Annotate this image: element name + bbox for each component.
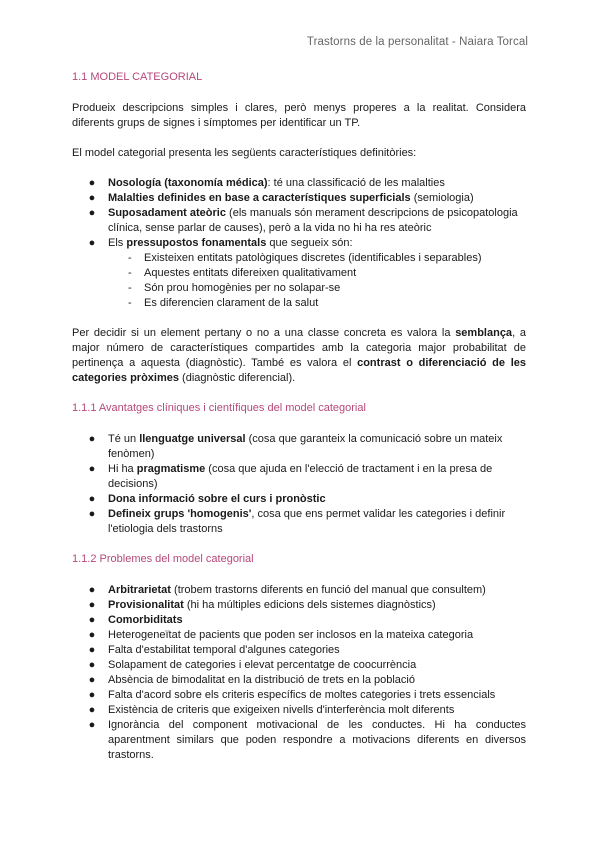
bullet-icon: ● <box>88 493 96 505</box>
list-item: ● Malalties definides en base a característiques superficials (semiologia) <box>88 192 474 204</box>
list-item: ● Absència de bimodalitat en la distribució de trets en la població <box>88 674 415 686</box>
dash-icon: - <box>128 267 132 279</box>
bullet-icon: ● <box>88 508 96 520</box>
list-item: - Existeixen entitats patològiques discretes (identificables i separables) <box>128 252 482 264</box>
bullet-icon: ● <box>88 614 96 626</box>
list-item: ● Solapament de categories i elevat percentatge de coocurrència <box>88 659 417 671</box>
list-item: ● Existència de criteris que exigeixen nivells d'interferència molt diferents <box>88 704 455 716</box>
dash-icon: - <box>128 297 132 309</box>
bullet-icon: ● <box>88 644 96 656</box>
list-item: ● Arbitrarietat (trobem trastorns diferents en funció del manual que consultem) <box>88 584 486 596</box>
bullet-icon: ● <box>88 207 96 219</box>
list-item: ● Nosología (taxonomía médica): té una classificació de les malalties <box>88 177 445 189</box>
running-header: Trastorns de la personalitat - Naiara Torcal <box>306 36 528 48</box>
list-item: ● Heterogeneïtat de pacients que poden ser inclosos en la mateixa categoria <box>88 629 474 641</box>
dash-icon: - <box>128 282 132 294</box>
list-item: ● Provisionalitat (hi ha múltiples edicions dels sistemes diagnòstics) <box>88 599 436 611</box>
bullet-icon: ● <box>88 674 96 686</box>
section-title: 1.1 MODEL CATEGORIAL <box>72 71 203 83</box>
bullet-icon: ● <box>88 237 96 249</box>
document-body <box>72 70 526 763</box>
bullet-icon: ● <box>88 659 96 671</box>
list-item: ● Té un llenguatge universal (cosa que garanteix la comunicació sobre un mateix fenòmen) <box>88 433 503 460</box>
bullet-icon: ● <box>88 629 96 641</box>
list-item: ● Els pressupostos fonamentals que segueix són: - Existeixen entitats patològiques discretes (identificables i separables) - Aquestes entitats difereixen qualitativament - Són prou homogènies per no solapar-se - Es diferencien clarament de la salut <box>72 236 526 311</box>
bullet-icon: ● <box>88 584 96 596</box>
bullet-icon: ● <box>88 689 96 701</box>
dash-icon: - <box>128 252 132 264</box>
list-item: ● Comorbiditats <box>88 614 183 626</box>
bullet-icon: ● <box>88 463 96 475</box>
list-item: ● Defineix grups 'homogenis', cosa que ens permet validar les categories i definir l'etiologia dels trastorns <box>88 508 506 535</box>
assumptions-list <box>72 251 526 311</box>
list-item: ● Suposadament ateòric (els manuals són merament descripcions de psicopatologia clínica, sense parlar de causes), però a la vida no hi ha res ateòric <box>88 207 518 234</box>
bullet-icon: ● <box>88 177 96 189</box>
intro-paragraph: Produeix descripcions simples i clares, però menys properes a la realitat. Considera diferents grups de signes i símptomes per identificar un TP. <box>72 102 526 129</box>
lead-paragraph: El model categorial presenta les següents característiques definitòries: <box>72 147 417 159</box>
closing-paragraph: Per decidir si un element pertany o no a una classe concreta es valora la semblança, a major número de característiques compartides amb la categoria major probabilitat de pertinença a aquesta (diagnòstic). També es valora el contrast o diferenciació de les categories pròximes (diagnòstic diferencial). <box>72 327 526 384</box>
list-item: ● Hi ha pragmatisme (cosa que ajuda en l'elecció de tractament i en la presa de decisions) <box>88 463 493 490</box>
bullet-icon: ● <box>88 433 96 445</box>
features-list <box>72 176 526 311</box>
list-item: ● Falta d'estabilitat temporal d'algunes categories <box>88 644 340 656</box>
bullet-icon: ● <box>88 599 96 611</box>
list-item: ● Dona informació sobre el curs i pronòstic <box>88 493 326 505</box>
advantages-title: 1.1.1 Avantatges clíniques i científiques del model categorial <box>72 402 366 414</box>
problems-title: 1.1.2 Problemes del model categorial <box>72 553 254 565</box>
list-item: ● Falta d'acord sobre els criteris específics de moltes categories i trets essencials <box>88 689 496 701</box>
bullet-icon: ● <box>88 192 96 204</box>
list-item: - Es diferencien clarament de la salut <box>128 297 319 309</box>
bullet-icon: ● <box>88 704 96 716</box>
list-item: - Són prou homogènies per no solapar-se <box>128 282 341 294</box>
list-item: - Aquestes entitats difereixen qualitativament <box>128 267 357 279</box>
problems-list <box>72 583 526 763</box>
advantages-list <box>72 432 526 537</box>
bullet-icon: ● <box>88 719 96 731</box>
list-item: ● Ignorància del component motivacional de les conductes. Hi ha conductes aparentment similars que poden respondre a motivacions diferents en diversos trastorns. <box>88 719 526 761</box>
